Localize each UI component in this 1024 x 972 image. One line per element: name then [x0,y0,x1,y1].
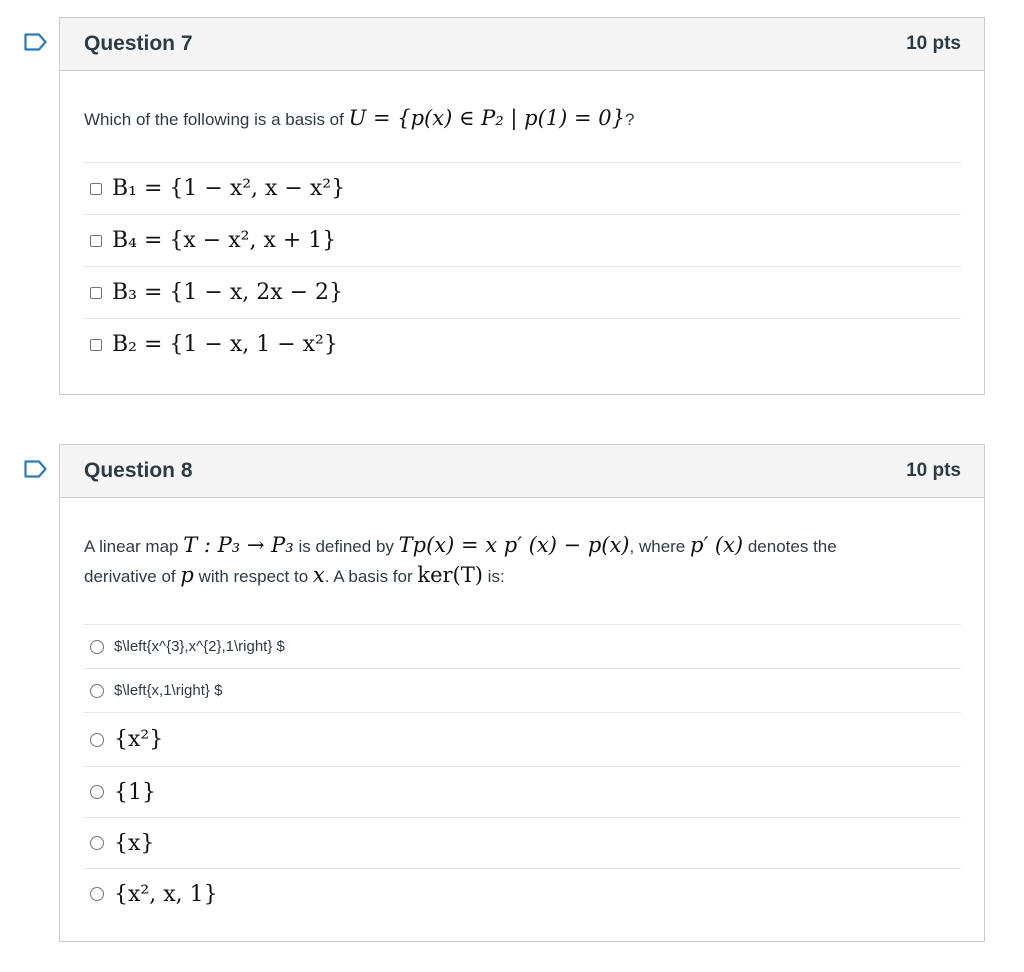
question-body [60,498,984,919]
question-title: Question 7 [84,32,193,55]
prompt-math: p [180,563,194,587]
answer-label: {1} [114,779,156,805]
prompt-text: with respect to [193,567,313,586]
answer-radio[interactable] [90,733,104,747]
answer-label: B₂ = {1 − x, 1 − x²} [112,332,338,357]
answer-list [84,624,961,919]
prompt-math: x [312,563,325,587]
answer-option[interactable] [84,214,961,266]
question-header [60,18,984,71]
question-7 [59,17,985,395]
prompt-line [84,531,961,561]
question-points: 10 pts [906,33,961,54]
answer-label: {x², x, 1} [114,881,218,907]
answer-option[interactable] [84,868,961,919]
answer-radio[interactable] [90,640,104,654]
question-prompt [84,71,961,162]
answer-option[interactable] [84,712,961,766]
answer-checkbox[interactable] [90,339,102,351]
prompt-text: Which of the following is a basis of [84,110,349,129]
answer-option[interactable] [84,162,961,214]
answer-radio[interactable] [90,836,104,850]
answer-option[interactable] [84,624,961,668]
answer-option[interactable] [84,266,961,318]
answer-radio[interactable] [90,785,104,799]
question-points: 10 pts [906,460,961,481]
answer-label: B₁ = {1 − x², x − x²} [112,176,346,201]
answer-radio[interactable] [90,684,104,698]
answer-option[interactable] [84,817,961,868]
prompt-text: is defined by [293,537,399,556]
prompt-math: U = {p(x) ∈ P₂ | p(1) = 0} [348,106,625,130]
prompt-text: . A basis for [324,567,418,586]
answer-checkbox[interactable] [90,287,102,299]
answer-checkbox[interactable] [90,235,102,247]
question-title: Question 8 [84,459,193,482]
prompt-math: Tp(x) = x p′ (x) − p(x) [398,533,630,557]
question-8 [59,444,985,942]
answer-option[interactable] [84,318,961,370]
question-header [60,445,984,498]
prompt-text: denotes the [743,537,837,556]
answer-label: B₃ = {1 − x, 2x − 2} [112,280,344,305]
prompt-text: ? [624,110,635,129]
flag-question-icon[interactable] [24,33,48,51]
prompt-math: T : P₃ → P₃ [183,533,294,557]
answer-option[interactable] [84,668,961,712]
question-prompt [84,498,961,624]
prompt-text: A linear map [84,537,184,556]
answer-list [84,162,961,370]
answer-label: $\left{x,1\right} $ [114,682,223,699]
answer-label: {x²} [114,727,164,752]
answer-label: B₄ = {x − x², x + 1} [112,228,337,253]
prompt-math: p′ (x) [690,533,744,557]
prompt-text: is: [482,567,505,586]
answer-label: {x} [114,830,155,856]
flag-question-icon[interactable] [24,460,48,478]
answer-option[interactable] [84,766,961,817]
prompt-line [84,561,961,591]
prompt-text: , where [629,537,690,556]
prompt-text: derivative of [84,567,181,586]
answer-checkbox[interactable] [90,183,102,195]
answer-label: $\left{x^{3},x^{2},1\right} $ [114,638,285,655]
answer-radio[interactable] [90,887,104,901]
prompt-math: ker(T) [417,563,483,587]
question-body [60,71,984,370]
